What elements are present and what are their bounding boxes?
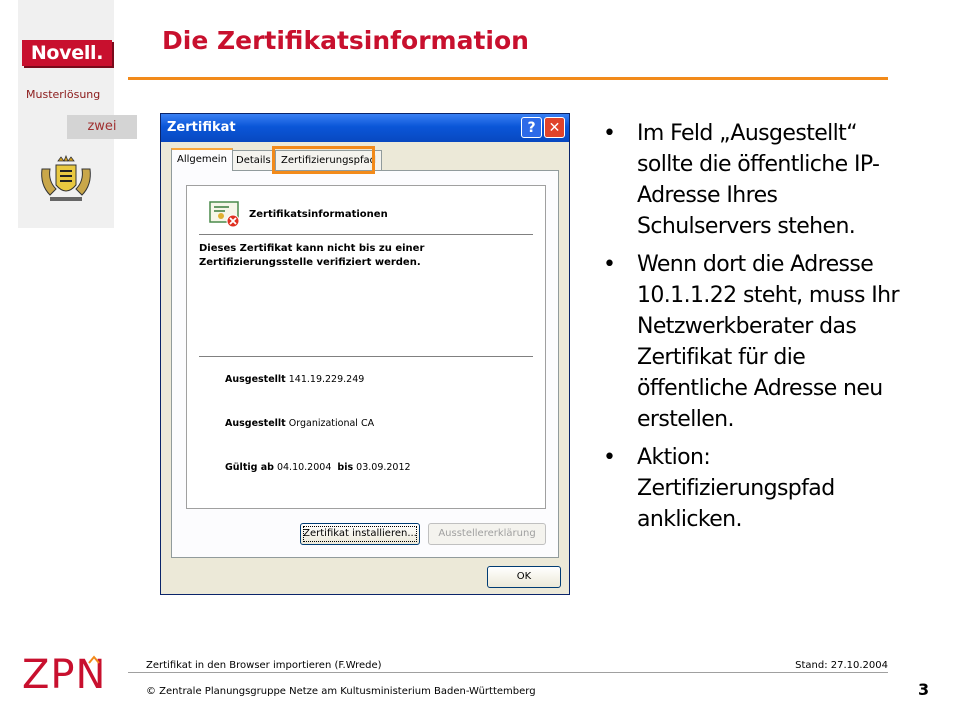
bullet-text: Aktion: Zertifizierungspfad anklicken.: [637, 445, 835, 532]
valid-to-label: bis: [337, 462, 354, 473]
issued-to-row: [225, 374, 364, 385]
issuer-statement-button[interactable]: Ausstellererklärung: [428, 523, 546, 545]
general-tab-panel: [171, 170, 559, 558]
certificate-error-icon: [209, 200, 241, 228]
info-divider-middle: [199, 356, 533, 357]
valid-from-label: Gültig ab: [225, 462, 274, 473]
zpn-logo: ZPN: [22, 652, 107, 698]
bullet-item: [603, 118, 903, 242]
issued-by-value: Organizational CA: [288, 418, 375, 429]
footer-copyright: © Zentrale Planungsgruppe Netze am Kultusministerium Baden-Württemberg: [146, 686, 536, 697]
footer-subject: Zertifikat in den Browser importieren (F.Wrede): [146, 660, 382, 671]
footer-divider: [128, 672, 888, 673]
page-title: Die Zertifikatsinformation: [162, 26, 529, 55]
install-certificate-button[interactable]: Zertifikat installieren...: [300, 523, 420, 545]
help-button[interactable]: ?: [521, 117, 542, 138]
dialog-title: Zertifikat: [167, 120, 236, 135]
branding-badge: zwei: [67, 115, 137, 139]
footer-date: Stand: 27.10.2004: [795, 660, 888, 671]
info-divider-top: [199, 234, 533, 235]
close-button[interactable]: ✕: [544, 117, 565, 138]
valid-to-value: 03.09.2012: [356, 462, 411, 473]
branding-subtitle: Musterlösung: [26, 88, 101, 101]
coat-of-arms-icon: [36, 155, 96, 203]
bullet-text: Wenn dort die Adresse 10.1.1.22 steht, muss Ihr Netzwerkberater das Zertifikat für die öffentliche Adresse neu erstellen.: [637, 252, 899, 432]
tab-highlight-frame: [272, 146, 375, 174]
tab-certification-path[interactable]: Zertifizierungspfad: [275, 150, 382, 170]
tab-allgemein[interactable]: Allgemein: [171, 148, 233, 171]
issued-by-label: Ausgestellt: [225, 418, 286, 429]
verification-warning: Dieses Zertifikat kann nicht bis zu einer Zertifizierungsstelle verifiziert werden.: [199, 243, 425, 268]
certificate-dialog: [160, 113, 570, 595]
ok-button[interactable]: OK: [487, 566, 561, 588]
novell-logo: Novell.: [22, 40, 112, 66]
valid-from-value: 04.10.2004: [276, 462, 332, 473]
certificate-info-heading: Zertifikatsinformationen: [249, 209, 388, 220]
bullet-text: Im Feld „Ausgestellt“ sollte die öffentliche IP-Adresse Ihres Schulservers stehen.: [637, 121, 880, 239]
bullet-list: [603, 118, 903, 542]
issued-by-row: [225, 418, 374, 429]
validity-row: [225, 462, 411, 473]
dialog-titlebar[interactable]: [161, 114, 569, 142]
issued-to-label: Ausgestellt: [225, 374, 286, 385]
bullet-item: [603, 442, 903, 535]
certificate-info-box: [186, 185, 546, 509]
page-number: 3: [918, 680, 930, 699]
issued-to-value: 141.19.229.249: [288, 374, 365, 385]
bullet-item: [603, 249, 903, 435]
tab-details[interactable]: Details: [230, 150, 277, 170]
title-divider: [128, 77, 888, 80]
zpn-logo-mark-icon: [88, 654, 100, 666]
